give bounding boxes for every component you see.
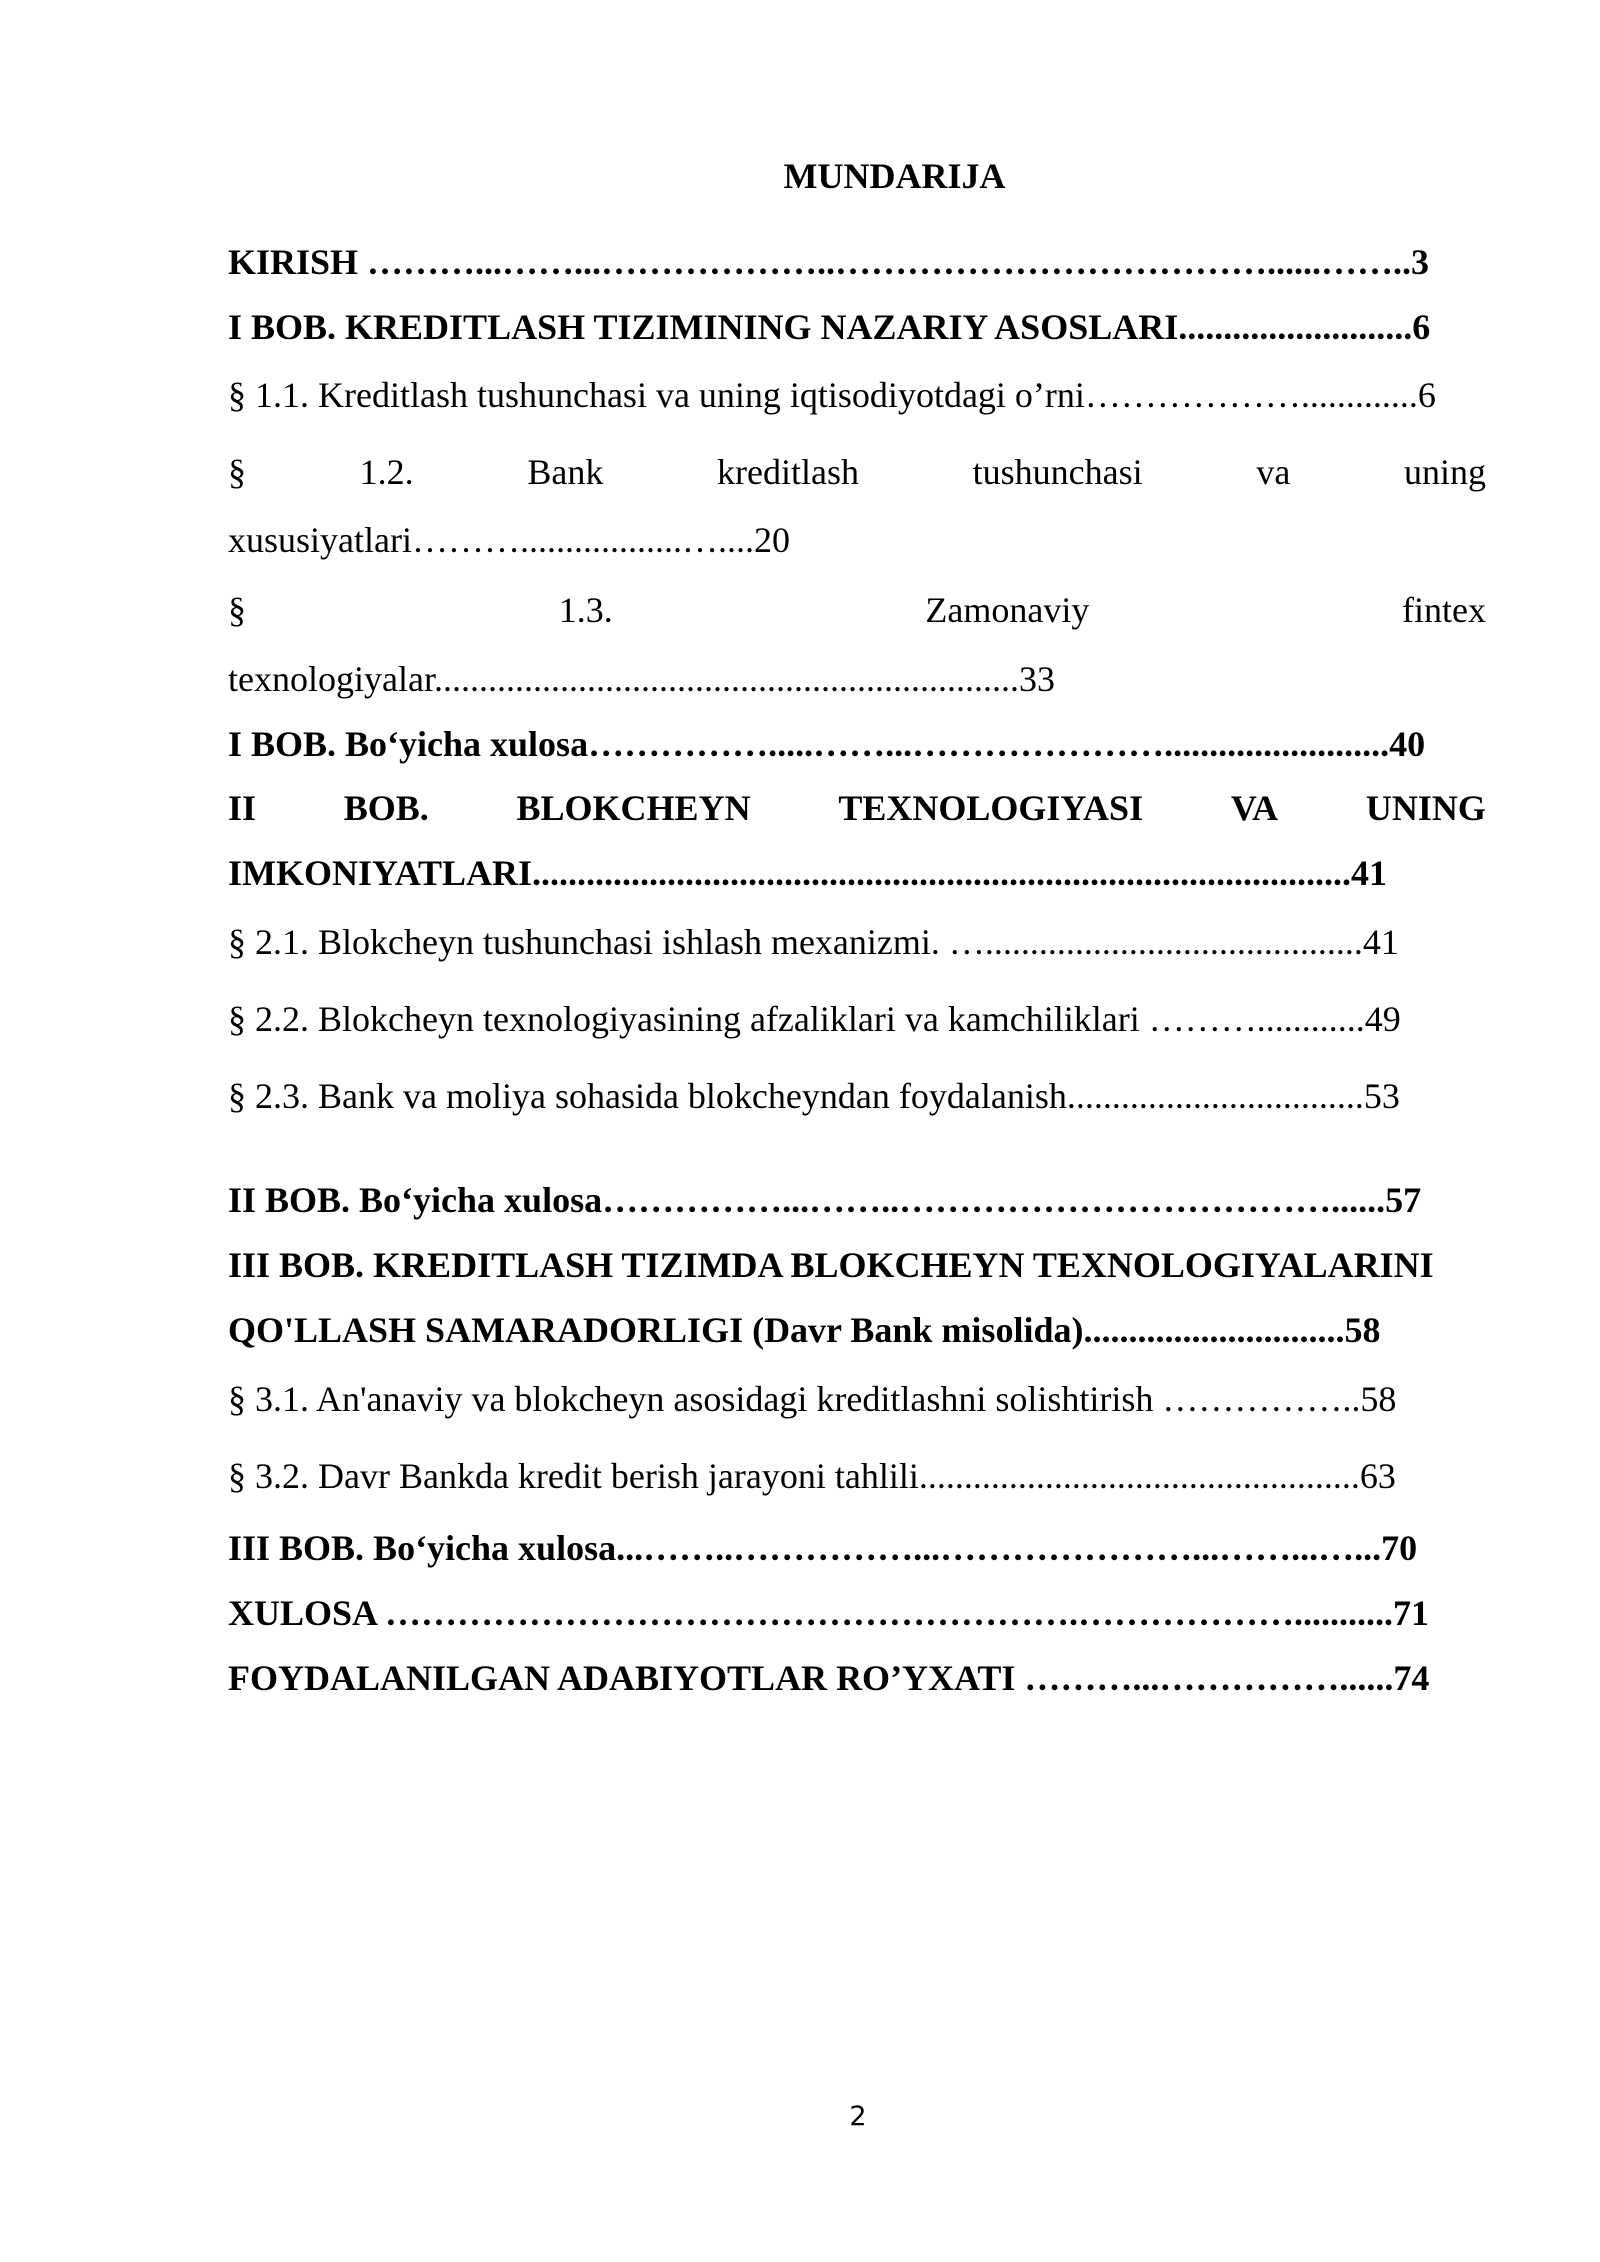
toc-entry-conclusion: XULOSA ………………………………………………….………………...........71 [228,1593,1430,1633]
toc-entry-chapter-2-summary: II BOB. Bo‘yicha xulosa……………...……..………………………………......57 [228,1180,1422,1220]
toc-entry-chapter-3-line2: QO'LLASH SAMARADORLIGI (Davr Bank misolida).............................58 [228,1310,1381,1350]
toc-entry-section-2-2: § 2.2. Blokcheyn texnologiyasining afzaliklari va kamchiliklari ………............49 [228,999,1401,1039]
toc-entry-chapter-3-line1: III BOB. KREDITLASH TIZIMDA BLOKCHEYN TEXNOLOGIYALARINI [228,1245,1434,1285]
toc-word: BOB. [343,788,429,828]
toc-entry-chapter-1: I BOB. KREDITLASH TIZIMINING NAZARIY ASOSLARI..........................6 [228,307,1431,347]
toc-word: TEXNOLOGIYASI [838,788,1144,828]
toc-word: 1.2. [359,452,414,492]
page-title: MUNDARIJA [783,156,1006,196]
toc-entry-section-1-1: § 1.1. Kreditlash tushunchasi va uning iqtisodiyotdagi o’rni……………….............6 [228,375,1436,415]
toc-entry-chapter-2-line2: IMKONIYATLARI...........................................................................................41 [228,853,1388,893]
toc-entry-chapter-3-summary: III BOB. Bo‘yicha xulosa...……..……………...…………………...……...…...70 [228,1528,1418,1568]
toc-entry-section-1-3-line1 [228,586,1486,634]
toc-word: VA [1230,788,1279,828]
toc-entry-section-1-2-line2: xususiyatlari………..................…....20 [228,520,790,560]
toc-entry-chapter-1-summary: I BOB. Bo‘yicha xulosa…………….....……...………………….........................40 [228,724,1426,764]
toc-word: Zamonaviy [925,590,1090,630]
toc-word: § [228,452,246,492]
toc-entry-section-3-1: § 3.1. An'anaviy va blokcheyn asosidagi kreditlashni solishtirish ……………..58 [228,1379,1397,1419]
toc-entry-section-2-3: § 2.3. Bank va moliya sohasida blokcheyndan foydalanish.................................53 [228,1076,1400,1116]
toc-word: va [1256,452,1291,492]
toc-word: fintex [1402,590,1486,630]
toc-entry-section-1-2-line1 [228,448,1486,496]
toc-word: tushunchasi [972,452,1143,492]
toc-word: 1.3. [558,590,613,630]
toc-word: BLOKCHEYN [516,788,751,828]
toc-entry-chapter-2-line1 [228,784,1486,832]
page-number: 2 [849,2101,867,2132]
toc-word: § [228,590,246,630]
toc-word: Bank [527,452,604,492]
toc-entry-section-3-2: § 3.2. Davr Bankda kredit berish jarayoni tahlili.................................................63 [228,1456,1396,1496]
toc-word: kreditlash [717,452,859,492]
toc-entry-section-1-3-line2: texnologiyalar.................................................................33 [228,659,1055,699]
toc-word: UNING [1365,788,1486,828]
toc-word: II [228,788,257,828]
toc-entry-references: FOYDALANILGAN ADABIYOTLAR RO’YXATI ………...……………......74 [228,1658,1430,1698]
toc-entry-section-2-1: § 2.1. Blokcheyn tushunchasi ishlash mexanizmi. …..........................................41 [228,922,1399,962]
toc-word: uning [1403,452,1486,492]
toc-entry-kirish: KIRISH ………...……...………………..………………………………......……..3 [228,242,1430,282]
